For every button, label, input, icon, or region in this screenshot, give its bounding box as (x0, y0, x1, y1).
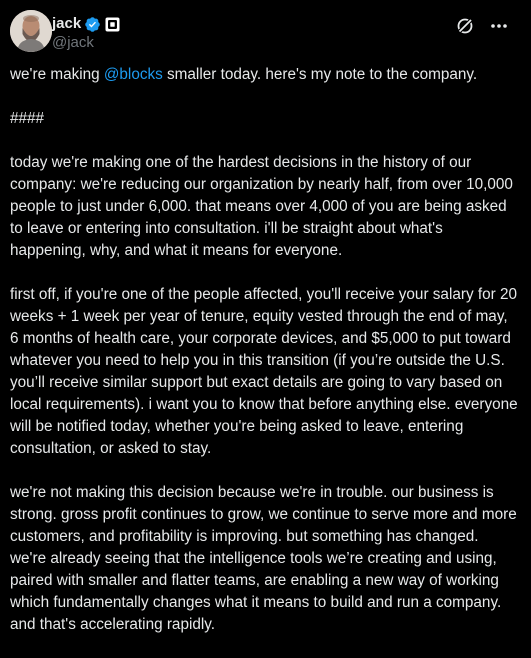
post-paragraph-2: first off, if you're one of the people affected, you'll receive your salary for 20 weeks + 1 week per year of tenure, equity vested through the end of may, 6 months of health care, your corporate devices, and $5,000 to put toward whatever you need to help you in this transition (if you’re outside the U.S. you’ll receive similar support but exact details are going to vary based on local requirements). i want you to know that before anything else. everyone will be notified today, whether you're being asked to leave, entering consultation, or asked to stay. (10, 286, 518, 457)
mention-link[interactable]: @blocks (103, 66, 163, 83)
post-paragraph-3: we're not making this decision because we're in trouble. our business is strong. gross profit continues to grow, we continue to serve more and more customers, and profitability is improving. but something has changed. we're already seeing that the intelligence tools we’re creating and using, paired with smaller and flatter teams, are enabling a new way of working which fundamentally changes what it means to build and run a company. and that's accelerating rapidly. (10, 484, 517, 633)
post-intro (10, 64, 518, 86)
square-affiliate-badge-icon[interactable] (105, 17, 120, 32)
user-info (52, 14, 120, 52)
intro-text-after: smaller today. here's my note to the company. (162, 66, 478, 83)
post-header (10, 10, 521, 54)
more-icon[interactable] (489, 16, 509, 36)
post-separator: #### (10, 110, 45, 127)
verified-badge-icon[interactable] (84, 16, 101, 33)
intro-text-before: we're making (10, 66, 104, 83)
display-name[interactable]: jack (52, 15, 82, 32)
post-body (10, 64, 518, 658)
name-row (52, 14, 120, 34)
header-actions (455, 16, 509, 36)
avatar[interactable] (10, 10, 52, 52)
post-paragraph-1: today we're making one of the hardest decisions in the history of our company: we're reducing our organization by nearly half, from over 10,000 people to just under 6,000. that means over 4,000 of you are being asked to leave or entering into consultation. i'll be straight about what's happening, why, and what it means for everyone. (10, 154, 513, 259)
handle[interactable]: @jack (52, 34, 94, 51)
avatar-image (10, 10, 52, 52)
grok-icon[interactable] (455, 16, 475, 36)
